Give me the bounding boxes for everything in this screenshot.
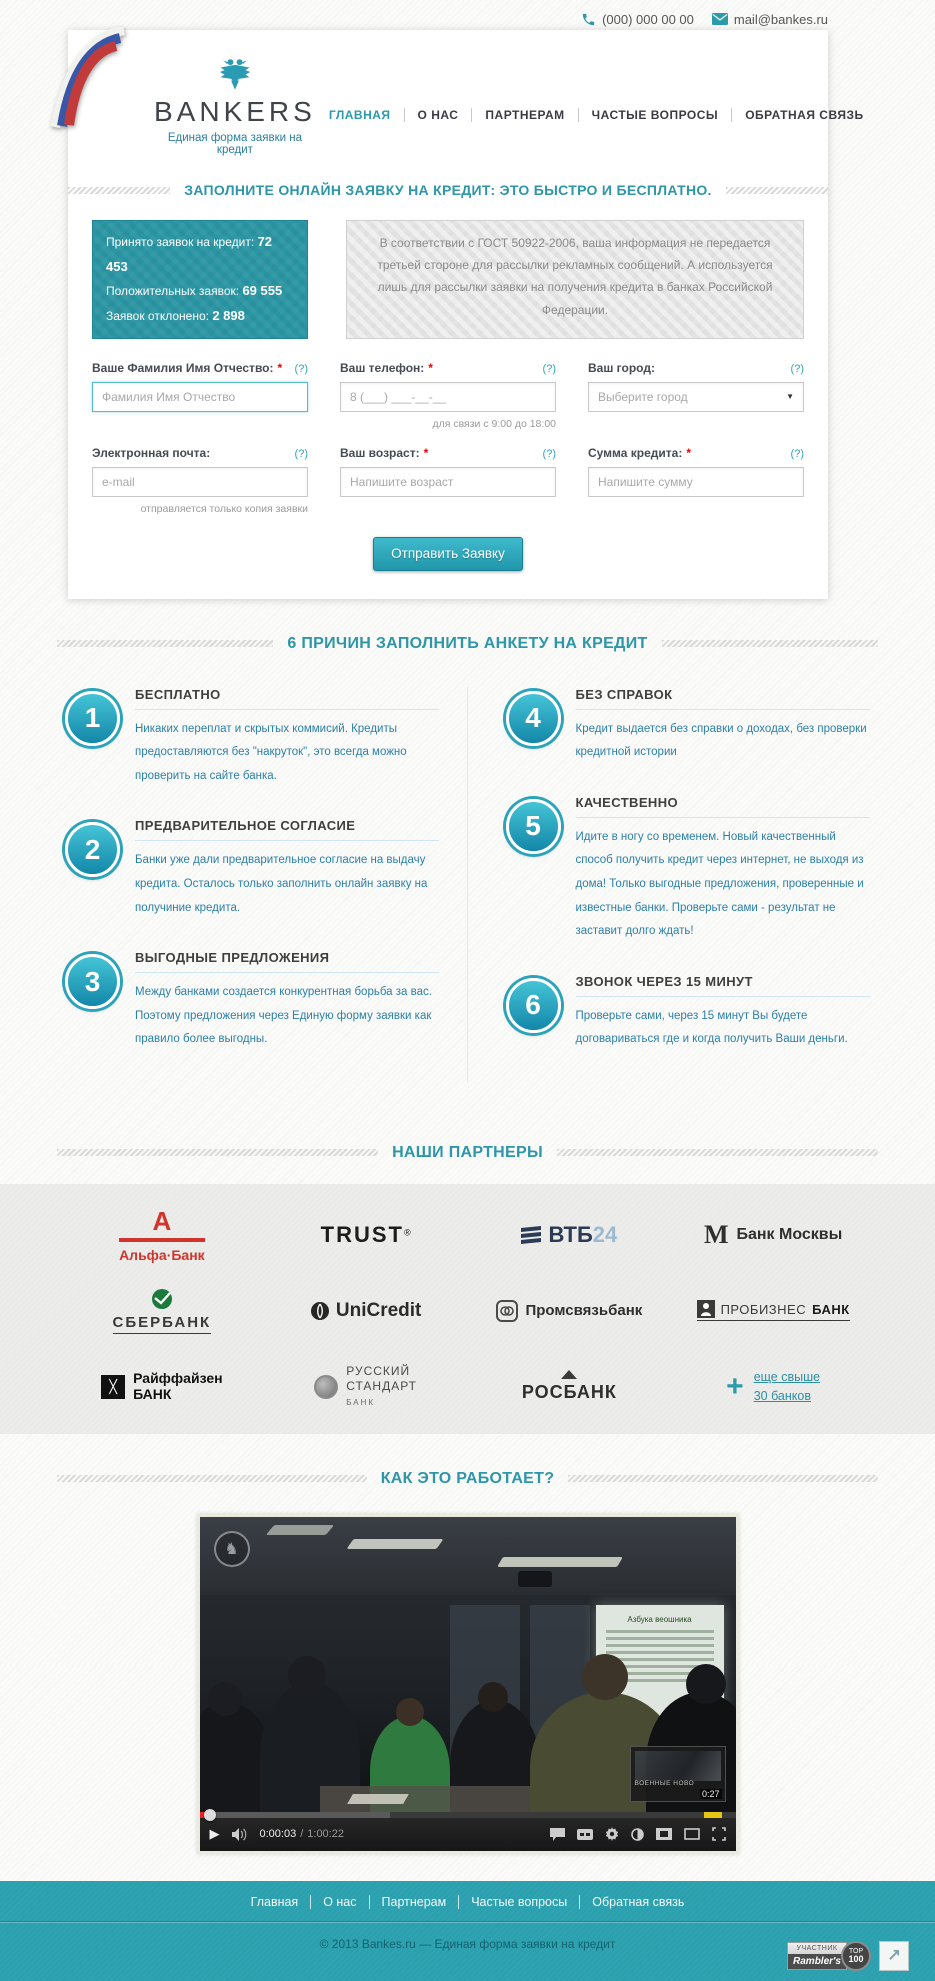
required-mark: * — [428, 360, 433, 375]
video-controls — [200, 1818, 736, 1851]
probusinessbank-icon — [697, 1300, 715, 1318]
phone-input[interactable] — [340, 382, 556, 412]
channel-watermark[interactable]: ♞ — [214, 1531, 250, 1567]
russian-flag-ribbon-icon — [48, 27, 126, 131]
title-rule — [57, 1475, 367, 1482]
stat-accepted: Принято заявок на кредит: 72 453 — [106, 234, 272, 274]
main-nav — [316, 108, 877, 156]
email-note: отправляется только копия заявки — [140, 502, 308, 515]
title-rule — [662, 640, 878, 647]
ceiling-light — [346, 1539, 443, 1549]
city-label: Ваш город: — [588, 360, 655, 375]
number-badge: 4 — [506, 691, 561, 746]
papers — [347, 1794, 409, 1804]
reasons-section-title — [57, 635, 878, 653]
amount-label: Сумма кредита: — [588, 445, 683, 460]
nav-item-home[interactable]: ГЛАВНАЯ — [316, 108, 405, 122]
city-select[interactable] — [588, 382, 804, 412]
video-scene[interactable] — [200, 1517, 736, 1812]
ceiling-light — [497, 1557, 623, 1567]
help-icon[interactable]: (?) — [294, 362, 308, 375]
footer — [0, 1881, 935, 1981]
related-video-thumbnail[interactable] — [630, 1746, 726, 1802]
arrow-up-right-icon: ↗ — [886, 1945, 902, 1965]
theater-mode-button[interactable] — [656, 1828, 672, 1840]
footer-nav-feedback[interactable]: Обратная связь — [592, 1894, 685, 1909]
partner-raiffeisen[interactable]: ╳ Райффайзен БАНК — [60, 1356, 264, 1418]
reason-item-1 — [65, 687, 439, 789]
plus-icon: + — [726, 1369, 744, 1403]
city-select-value: Выберите город — [598, 389, 688, 404]
title-rule — [68, 187, 170, 194]
help-icon[interactable]: (?) — [790, 447, 804, 460]
ad-marker — [704, 1812, 722, 1818]
title-rule — [57, 1149, 378, 1156]
submit-button[interactable]: Отправить Заявку — [373, 537, 523, 571]
email-contact[interactable] — [712, 12, 828, 27]
person-head — [478, 1682, 508, 1712]
projection-screen: Азбука веошника — [596, 1605, 724, 1755]
scrubber-handle[interactable] — [204, 1809, 216, 1821]
reason-item-4 — [506, 687, 871, 765]
reason-title: КАЧЕСТВЕННО — [576, 795, 871, 818]
reason-text: Проверьте сами, через 15 минут Вы будете договариваться где и когда получить Ваши деньги. — [575, 1009, 848, 1046]
number-badge: 5 — [506, 799, 561, 854]
phone-contact — [581, 12, 694, 27]
reason-title: БЕЗ СПРАВОК — [576, 687, 871, 710]
privacy-note: В соответствии с ГОСТ 50922-2006, ваша информация не передается третьей стороне для рассылки рекламных сообщений. А используется лишь для рассылки заявки на получения кредита в банках Российской Федерации. — [346, 220, 804, 339]
reason-item-3 — [65, 950, 439, 1052]
thumbnail-duration: 0:27 — [701, 1788, 720, 1799]
alfabank-icon: А — [119, 1206, 205, 1242]
email-address: mail@bankes.ru — [733, 11, 828, 27]
footer-divider — [0, 1921, 935, 1923]
time-display: 0:00:03 / 1:00:22 — [259, 1828, 344, 1841]
main-card — [68, 30, 864, 599]
age-input[interactable] — [340, 467, 556, 497]
title-rule — [726, 187, 828, 194]
number-badge: 1 — [65, 691, 120, 746]
field-age — [340, 446, 556, 515]
nav-item-partners[interactable]: ПАРТНЕРАМ — [472, 108, 578, 122]
apply-section-title — [68, 182, 828, 198]
reason-title: БЕСПЛАТНО — [135, 687, 439, 710]
ceiling-light — [265, 1525, 333, 1535]
field-email — [92, 446, 308, 515]
title-rule — [557, 1149, 878, 1156]
chevron-down-icon: ▼ — [786, 392, 794, 402]
reasons-section — [0, 635, 935, 1082]
reason-item-2 — [65, 818, 439, 920]
age-label: Ваш возраст: — [340, 445, 420, 460]
email-input[interactable] — [92, 467, 308, 497]
partner-unicredit[interactable]: UniCredit — [264, 1280, 468, 1342]
nav-item-faq[interactable]: ЧАСТЫЕ ВОПРОСЫ — [579, 108, 733, 122]
how-heading: КАК ЭТО РАБОТАЕТ? — [380, 1469, 555, 1487]
footer-badges — [787, 1941, 909, 1971]
partner-sberbank[interactable]: СБЕРБАНК — [60, 1280, 264, 1342]
fullscreen-button[interactable] — [712, 1827, 726, 1841]
volume-button[interactable] — [232, 1828, 248, 1841]
amount-input[interactable] — [588, 467, 804, 497]
captions-button[interactable] — [577, 1829, 593, 1840]
partner-alfabank[interactable]: А Альфа·Банк — [119, 1206, 205, 1264]
comments-button[interactable] — [550, 1828, 565, 1841]
double-eagle-icon — [214, 56, 256, 92]
fio-label: Ваше Фамилия Имя Отчество: — [92, 360, 274, 375]
large-player-button[interactable] — [684, 1828, 700, 1840]
stat-declined: Заявок отклонено: 2 898 — [106, 308, 245, 324]
footer-nav — [0, 1895, 935, 1909]
field-phone — [340, 361, 556, 430]
person-head — [396, 1698, 424, 1726]
bank-moskvy-icon: М — [703, 1219, 729, 1249]
nav-item-feedback[interactable]: ОБРАТНАЯ СВЯЗЬ — [745, 108, 864, 122]
field-amount — [588, 446, 804, 515]
partner-probusinessbank[interactable]: ПРОБИЗНЕС БАНК — [671, 1280, 875, 1342]
partner-promsvyazbank[interactable]: Промсвязьбанк — [468, 1280, 672, 1342]
phone-icon — [581, 12, 596, 27]
vtb-flag-icon — [521, 1225, 541, 1245]
reasons-col-right — [468, 687, 871, 1082]
fio-input[interactable] — [92, 382, 308, 412]
counter-badge[interactable] — [879, 1941, 909, 1971]
person-head — [582, 1654, 628, 1700]
help-icon[interactable]: (?) — [542, 447, 556, 460]
help-icon[interactable]: (?) — [294, 447, 308, 460]
footer-nav-home[interactable]: Главная — [239, 1895, 312, 1909]
footer-nav-faq[interactable]: Частые вопросы — [459, 1895, 580, 1909]
reason-text: Никаких переплат и скрытых коммисий. Кредиты предоставляются без "накруток", это всегда можно проверить на сайте банка. — [135, 722, 407, 782]
number-badge: 6 — [506, 978, 561, 1033]
credit-form — [68, 361, 828, 515]
reasons-heading: 6 ПРИЧИН ЗАПОЛНИТЬ АНКЕТУ НА КРЕДИТ — [287, 634, 648, 652]
required-mark: * — [277, 360, 283, 375]
raiffeisen-icon: ╳ — [101, 1375, 125, 1399]
footer-nav-partners[interactable]: Партнерам — [370, 1895, 460, 1909]
reasons-col-left — [65, 687, 468, 1082]
partner-rosbank[interactable]: РОСБАНК — [468, 1356, 672, 1418]
phone-label: Ваш телефон: — [340, 360, 425, 375]
thumbnail-title: ВОЕННЫЕ НОВО — [634, 1779, 695, 1787]
more-banks-link: еще свыше 30 банков — [753, 1370, 821, 1403]
top100-circle-icon: TOP 100 — [841, 1941, 871, 1971]
video-player[interactable] — [197, 1514, 739, 1854]
unicredit-icon — [310, 1301, 330, 1321]
mail-icon — [712, 13, 728, 25]
phone-number: (000) 000 00 00 — [602, 11, 694, 27]
partners-section-head — [0, 1144, 935, 1162]
info-boxes-row — [68, 220, 828, 339]
partner-russky-standart[interactable]: РУССКИЙ СТАНДАРТ БАНК — [264, 1356, 468, 1418]
reason-text: Кредит выдается без справки о доходах, без проверки кредитной истории — [575, 722, 867, 759]
email-label: Электронная почта: — [92, 445, 211, 460]
reason-title: ПРЕДВАРИТЕЛЬНОЕ СОГЛАСИЕ — [135, 818, 439, 841]
field-fio — [92, 361, 308, 430]
thumbnail-image — [635, 1751, 721, 1781]
rosbank-icon — [561, 1370, 577, 1379]
stat-positive: Положительных заявок: 69 555 — [106, 283, 283, 299]
partner-bank-moskvy[interactable]: М Банк Москвы — [703, 1219, 843, 1249]
russky-standart-icon — [314, 1375, 338, 1399]
reason-text: Банки уже дали предварительное согласие на выдачу кредита. Осталось только заполнить онлайн заявку на получиние кредита. — [135, 854, 428, 914]
card-header — [68, 30, 864, 156]
reason-item-6 — [506, 974, 871, 1052]
partners-heading: НАШИ ПАРТНЕРЫ — [392, 1143, 543, 1161]
copyright: © 2013 Bankes.ru — Единая форма заявки на кредит — [319, 1936, 616, 1951]
sberbank-icon — [151, 1288, 173, 1310]
rambler-top100-badge[interactable]: УЧАСТНИК Rambler's TOP 100 — [787, 1941, 871, 1971]
logo-tagline: Единая форма заявки на кредит — [167, 132, 302, 156]
reason-item-5 — [506, 795, 871, 944]
number-badge: 2 — [65, 822, 120, 877]
reason-title: ВЫГОДНЫЕ ПРЕДЛОЖЕНИЯ — [135, 950, 439, 973]
play-button[interactable]: ▶ — [209, 1826, 220, 1842]
nav-item-about[interactable]: О НАС — [405, 108, 473, 122]
required-mark: * — [423, 445, 429, 460]
reason-text: Идите в ногу со временем. Новый качественный способ получить кредит через интернет, не выходя из дома! Только выгодные предложения, проверенные и известные банки. Проверьте сами - результат не заставит долго ждать! — [575, 830, 864, 938]
reasons-grid — [57, 687, 878, 1082]
required-mark: * — [686, 445, 692, 460]
apply-heading: ЗАПОЛНИТЕ ОНЛАЙН ЗАЯВКУ НА КРЕДИТ: ЭТО БЫСТРО И БЕСПЛАТНО. — [184, 182, 712, 198]
partner-more-banks[interactable] — [671, 1356, 875, 1418]
contrast-button[interactable] — [631, 1828, 644, 1841]
partners-band — [0, 1184, 935, 1434]
footer-nav-about[interactable]: О нас — [311, 1895, 369, 1909]
title-rule — [568, 1475, 878, 1482]
person-head — [208, 1682, 242, 1716]
projector — [518, 1571, 552, 1587]
phone-note: для связи с 9:00 до 18:00 — [432, 417, 556, 430]
settings-gear-icon[interactable] — [605, 1827, 619, 1841]
reason-text: Между банками создается конкурентная борьба за вас. Поэтому предложения через Единую форму заявки как правило более выгодны. — [135, 986, 432, 1046]
person-head — [288, 1656, 326, 1694]
top-contact-bar — [0, 0, 828, 30]
submit-row — [68, 537, 828, 571]
help-icon[interactable]: (?) — [542, 362, 556, 375]
person-head — [686, 1664, 726, 1704]
logo[interactable] — [154, 56, 316, 156]
partner-vtb24[interactable]: ВТБ 24 — [468, 1204, 672, 1266]
stats-box — [92, 220, 308, 339]
title-rule — [57, 640, 273, 647]
partner-trust[interactable]: TRUST® — [320, 1221, 411, 1247]
reason-title: ЗВОНОК ЧЕРЕЗ 15 МИНУТ — [576, 974, 871, 997]
number-badge: 3 — [65, 954, 120, 1009]
promsvyazbank-icon — [496, 1300, 518, 1322]
buffered-bar — [210, 1812, 390, 1818]
video-progress-bar[interactable] — [200, 1812, 736, 1818]
field-city — [588, 361, 804, 430]
logo-title: BANKERS — [154, 96, 316, 127]
how-section-head — [0, 1470, 935, 1488]
help-icon[interactable]: (?) — [790, 362, 804, 375]
